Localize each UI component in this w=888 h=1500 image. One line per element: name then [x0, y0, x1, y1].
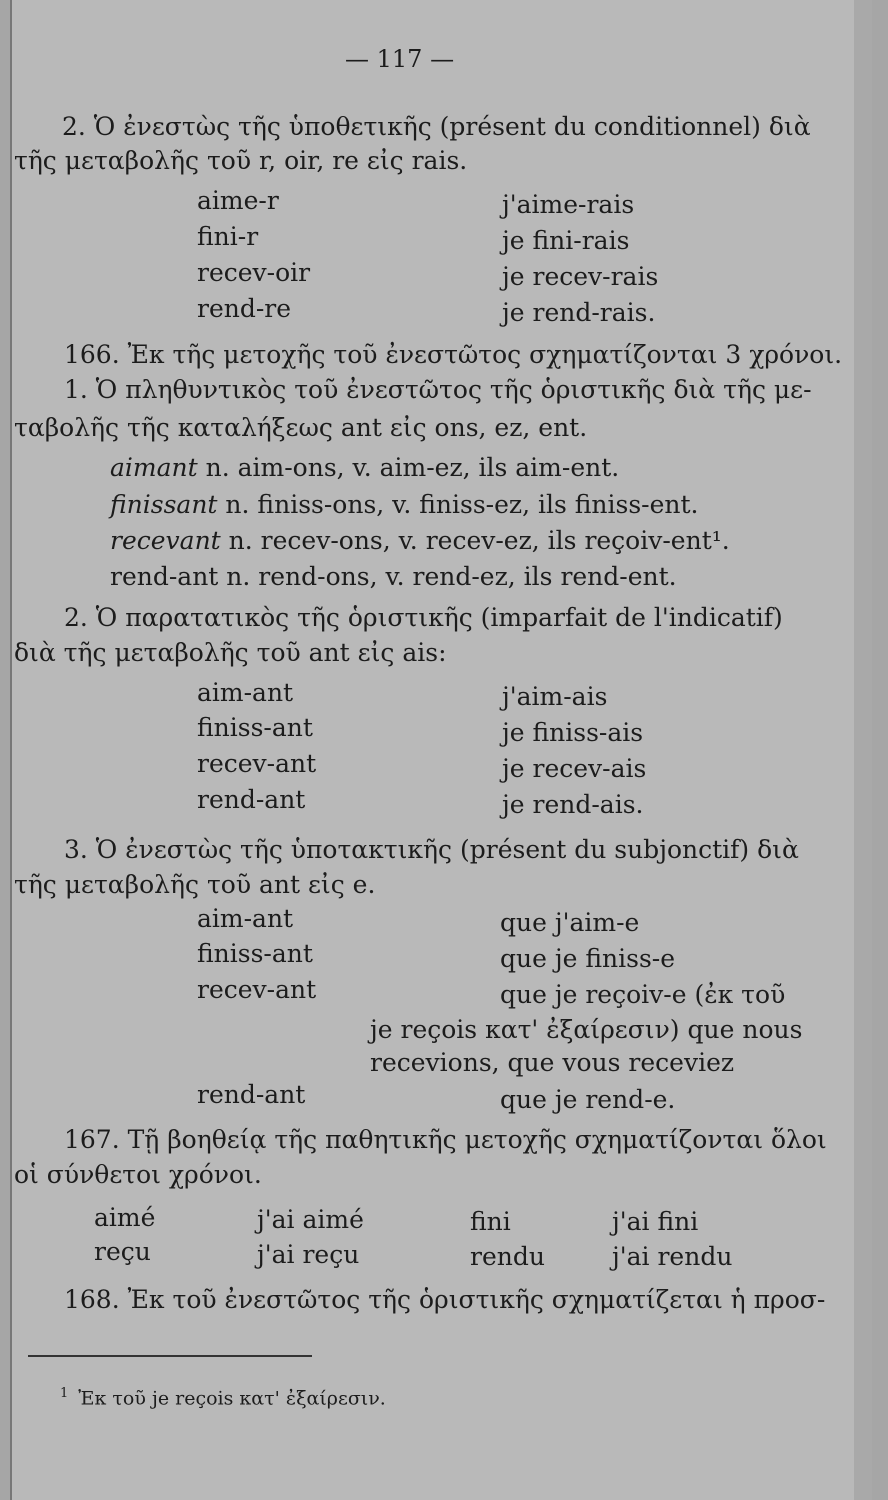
sub3-right-1: que je finiss-e: [500, 944, 676, 973]
footnote-text: Ἐκ τοῦ je reçois κατ' ἐξαίρεσιν.: [78, 1387, 386, 1410]
conj-forms: n. finiss-ons, v. finiss-ez, ils finiss-ent.: [217, 490, 699, 519]
section166-sub2-line2: διὰ τῆς μεταβολῆς τοῦ ant εἰς ais:: [14, 638, 447, 667]
sub3-continuation-1: je reçois κατ' ἐξαίρεσιν) que nous: [370, 1015, 803, 1044]
conj-row-rendant: [110, 562, 677, 592]
section2-line2: τῆς μεταβολῆς τοῦ r, oir, re εἰς rais.: [14, 146, 468, 175]
conj-forms: n. aim-ons, v. aim-ez, ils aim-ent.: [197, 453, 620, 482]
participle: recevant: [110, 526, 221, 555]
section2-left-2: recev-oir: [197, 258, 311, 287]
sub3-right-3: que je rend-e.: [500, 1085, 676, 1114]
compound-ai-recu: j'ai reçu: [257, 1240, 360, 1269]
section166-sub2-line1: 2. Ὁ παρατατικὸς τῆς ὁριστικῆς (imparfait de l'indicatif): [64, 603, 783, 632]
section167-line1: 167. Τῇ βοηθείᾳ τῆς παθητικῆς μετοχῆς σχηματίζονται ὅλοι: [64, 1125, 827, 1154]
conj-row-finissant: [110, 490, 699, 520]
sub2-right-1: je finiss-ais: [502, 718, 644, 747]
book-page: [10, 0, 872, 1500]
conj-row-aimant: [110, 453, 619, 483]
section2-right-1: je fini-rais: [502, 226, 630, 255]
page-number: — 117 —: [345, 45, 455, 73]
conj-row-recevant: [110, 526, 730, 556]
sub2-right-3: je rend-ais.: [502, 790, 644, 819]
sub2-right-0: j'aim-ais: [502, 682, 608, 711]
section2-right-0: j'aime-rais: [502, 190, 635, 219]
section166-sub1-line2: ταβολῆς τῆς καταλήξεως ant εἰς ons, ez, ent.: [14, 413, 588, 442]
section2-right-2: je recev-rais: [502, 262, 659, 291]
section2-left-0: aime-r: [197, 186, 279, 215]
participle-aime: aimé: [94, 1203, 156, 1232]
sub3-left-2: recev-ant: [197, 975, 317, 1004]
sub3-left-0: aim-ant: [197, 904, 294, 933]
section166-sub1-line1: 1. Ὁ πληθυντικὸς τοῦ ἐνεστῶτος τῆς ὁριστικῆς διὰ τῆς με-: [64, 375, 812, 404]
section166-sub3-line1: 3. Ὁ ἐνεστὼς τῆς ὑποτακτικῆς (présent du subjonctif) διὰ: [64, 835, 799, 864]
participle-recu: reçu: [94, 1237, 151, 1266]
compound-ai-aime: j'ai aimé: [257, 1205, 364, 1234]
sub2-right-2: je recev-ais: [502, 754, 647, 783]
sub2-left-2: recev-ant: [197, 749, 317, 778]
sub2-left-3: rend-ant: [197, 785, 306, 814]
section2-left-3: rend-re: [197, 294, 292, 323]
section166-sub3-line2: τῆς μεταβολῆς τοῦ ant εἰς e.: [14, 870, 376, 899]
section168-line1: 168. Ἐκ τοῦ ἐνεστῶτος τῆς ὁριστικῆς σχηματίζεται ἡ προσ-: [64, 1285, 826, 1314]
participle: finissant: [110, 490, 218, 519]
compound-ai-rendu: j'ai rendu: [612, 1242, 733, 1271]
footnote-mark: 1: [60, 1386, 69, 1401]
conj-forms: rend-ant n. rend-ons, v. rend-ez, ils rend-ent.: [110, 562, 677, 591]
participle-rendu: rendu: [470, 1242, 545, 1271]
section2-left-1: fini-r: [197, 222, 259, 251]
sub3-continuation-2: recevions, que vous receviez: [370, 1048, 735, 1077]
sub2-left-1: finiss-ant: [197, 713, 313, 742]
footnote: [60, 1386, 386, 1409]
section166-heading: 166. Ἐκ τῆς μετοχῆς τοῦ ἐνεστῶτος σχηματίζονται 3 χρόνοι.: [64, 340, 843, 369]
conj-forms: n. recev-ons, v. recev-ez, ils reçoiv-ent¹.: [220, 526, 730, 555]
participle-fini: fini: [470, 1207, 511, 1236]
sub3-right-2: que je reçoiv-e (ἐκ τοῦ: [500, 980, 786, 1009]
sub3-left-3: rend-ant: [197, 1080, 306, 1109]
section2-line1: 2. Ὁ ἐνεστὼς τῆς ὑποθετικῆς (présent du conditionnel) διὰ: [62, 112, 811, 141]
participle: aimant: [110, 453, 198, 482]
section2-right-3: je rend-rais.: [502, 298, 656, 327]
section167-line2: οἱ σύνθετοι χρόνοι.: [14, 1160, 262, 1189]
sub3-right-0: que j'aim-e: [500, 908, 640, 937]
sub2-left-0: aim-ant: [197, 678, 294, 707]
page-edge-shadow: [854, 0, 872, 1500]
sub3-left-1: finiss-ant: [197, 939, 313, 968]
compound-ai-fini: j'ai fini: [612, 1207, 699, 1236]
footnote-rule: [28, 1355, 312, 1357]
